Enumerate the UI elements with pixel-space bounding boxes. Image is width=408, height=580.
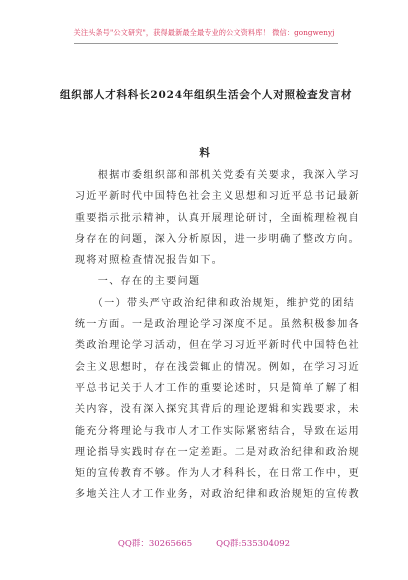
title-line: 料 bbox=[199, 147, 211, 159]
body-line: 多地关注人才工作业务，对政治纪律和政治规矩的宣传教 bbox=[75, 489, 360, 501]
body-line: 类政治理论学习活动，但在学习习近平新时代中国特色社 bbox=[75, 340, 360, 352]
body-line: 能充分将理论与我市人才工作实际紧密结合，导致在运用 bbox=[75, 425, 360, 437]
body-line: 平总书记关于人才工作的重要论述时，只是简单了解了相 bbox=[75, 382, 360, 394]
footer bbox=[0, 537, 408, 549]
body-line: 重要指示批示精神，认真开展理论研讨，全面梳理检视自 bbox=[75, 212, 360, 224]
title-line: 组织部人才科科长2024年组织生活会个人对照检查发言材 bbox=[60, 89, 353, 101]
body-line: 现将对照检查情况报告如下。 bbox=[75, 255, 224, 267]
body-line: 习近平新时代中国特色社会主义思想和习近平总书记最新 bbox=[75, 191, 360, 203]
body-line: （一）带头严守政治纪律和政治规矩，维护党的团结 bbox=[75, 297, 355, 309]
section-heading: 一、存在的主要问题 bbox=[75, 276, 201, 288]
header-divider bbox=[74, 43, 338, 44]
body-line: 理论指导实践时存在一定差距。二是对政治纪律和政治规 bbox=[75, 446, 360, 458]
body-line: 关内容，没有深入探究其背后的理论逻辑和实践要求，未 bbox=[75, 404, 360, 416]
body-line: 身存在的问题，深入分析原因，进一步明确了整改方向。 bbox=[75, 233, 360, 245]
body-line: 统一方面。一是政治理论学习深度不足。虽然积极参加各 bbox=[75, 319, 360, 331]
header-banner: 关注头条号"公文研究"，获得最新最全最专业的公文资料库！ 微信：gongwenyj bbox=[73, 28, 335, 37]
footer-qq-group-1: QQ群：30265665 bbox=[117, 539, 193, 549]
body-line: 根据市委组织部和部机关党委有关要求，我深入学习 bbox=[75, 170, 360, 181]
footer-qq-group-2: QQ群:535304092 bbox=[216, 539, 291, 549]
document-body bbox=[75, 165, 360, 506]
body-line: 矩的宣传教育不够。作为人才科科长，在日常工作中，更 bbox=[75, 468, 360, 480]
body-line: 会主义思想时，存在浅尝辄止的情况。例如，在学习习近 bbox=[75, 361, 360, 373]
